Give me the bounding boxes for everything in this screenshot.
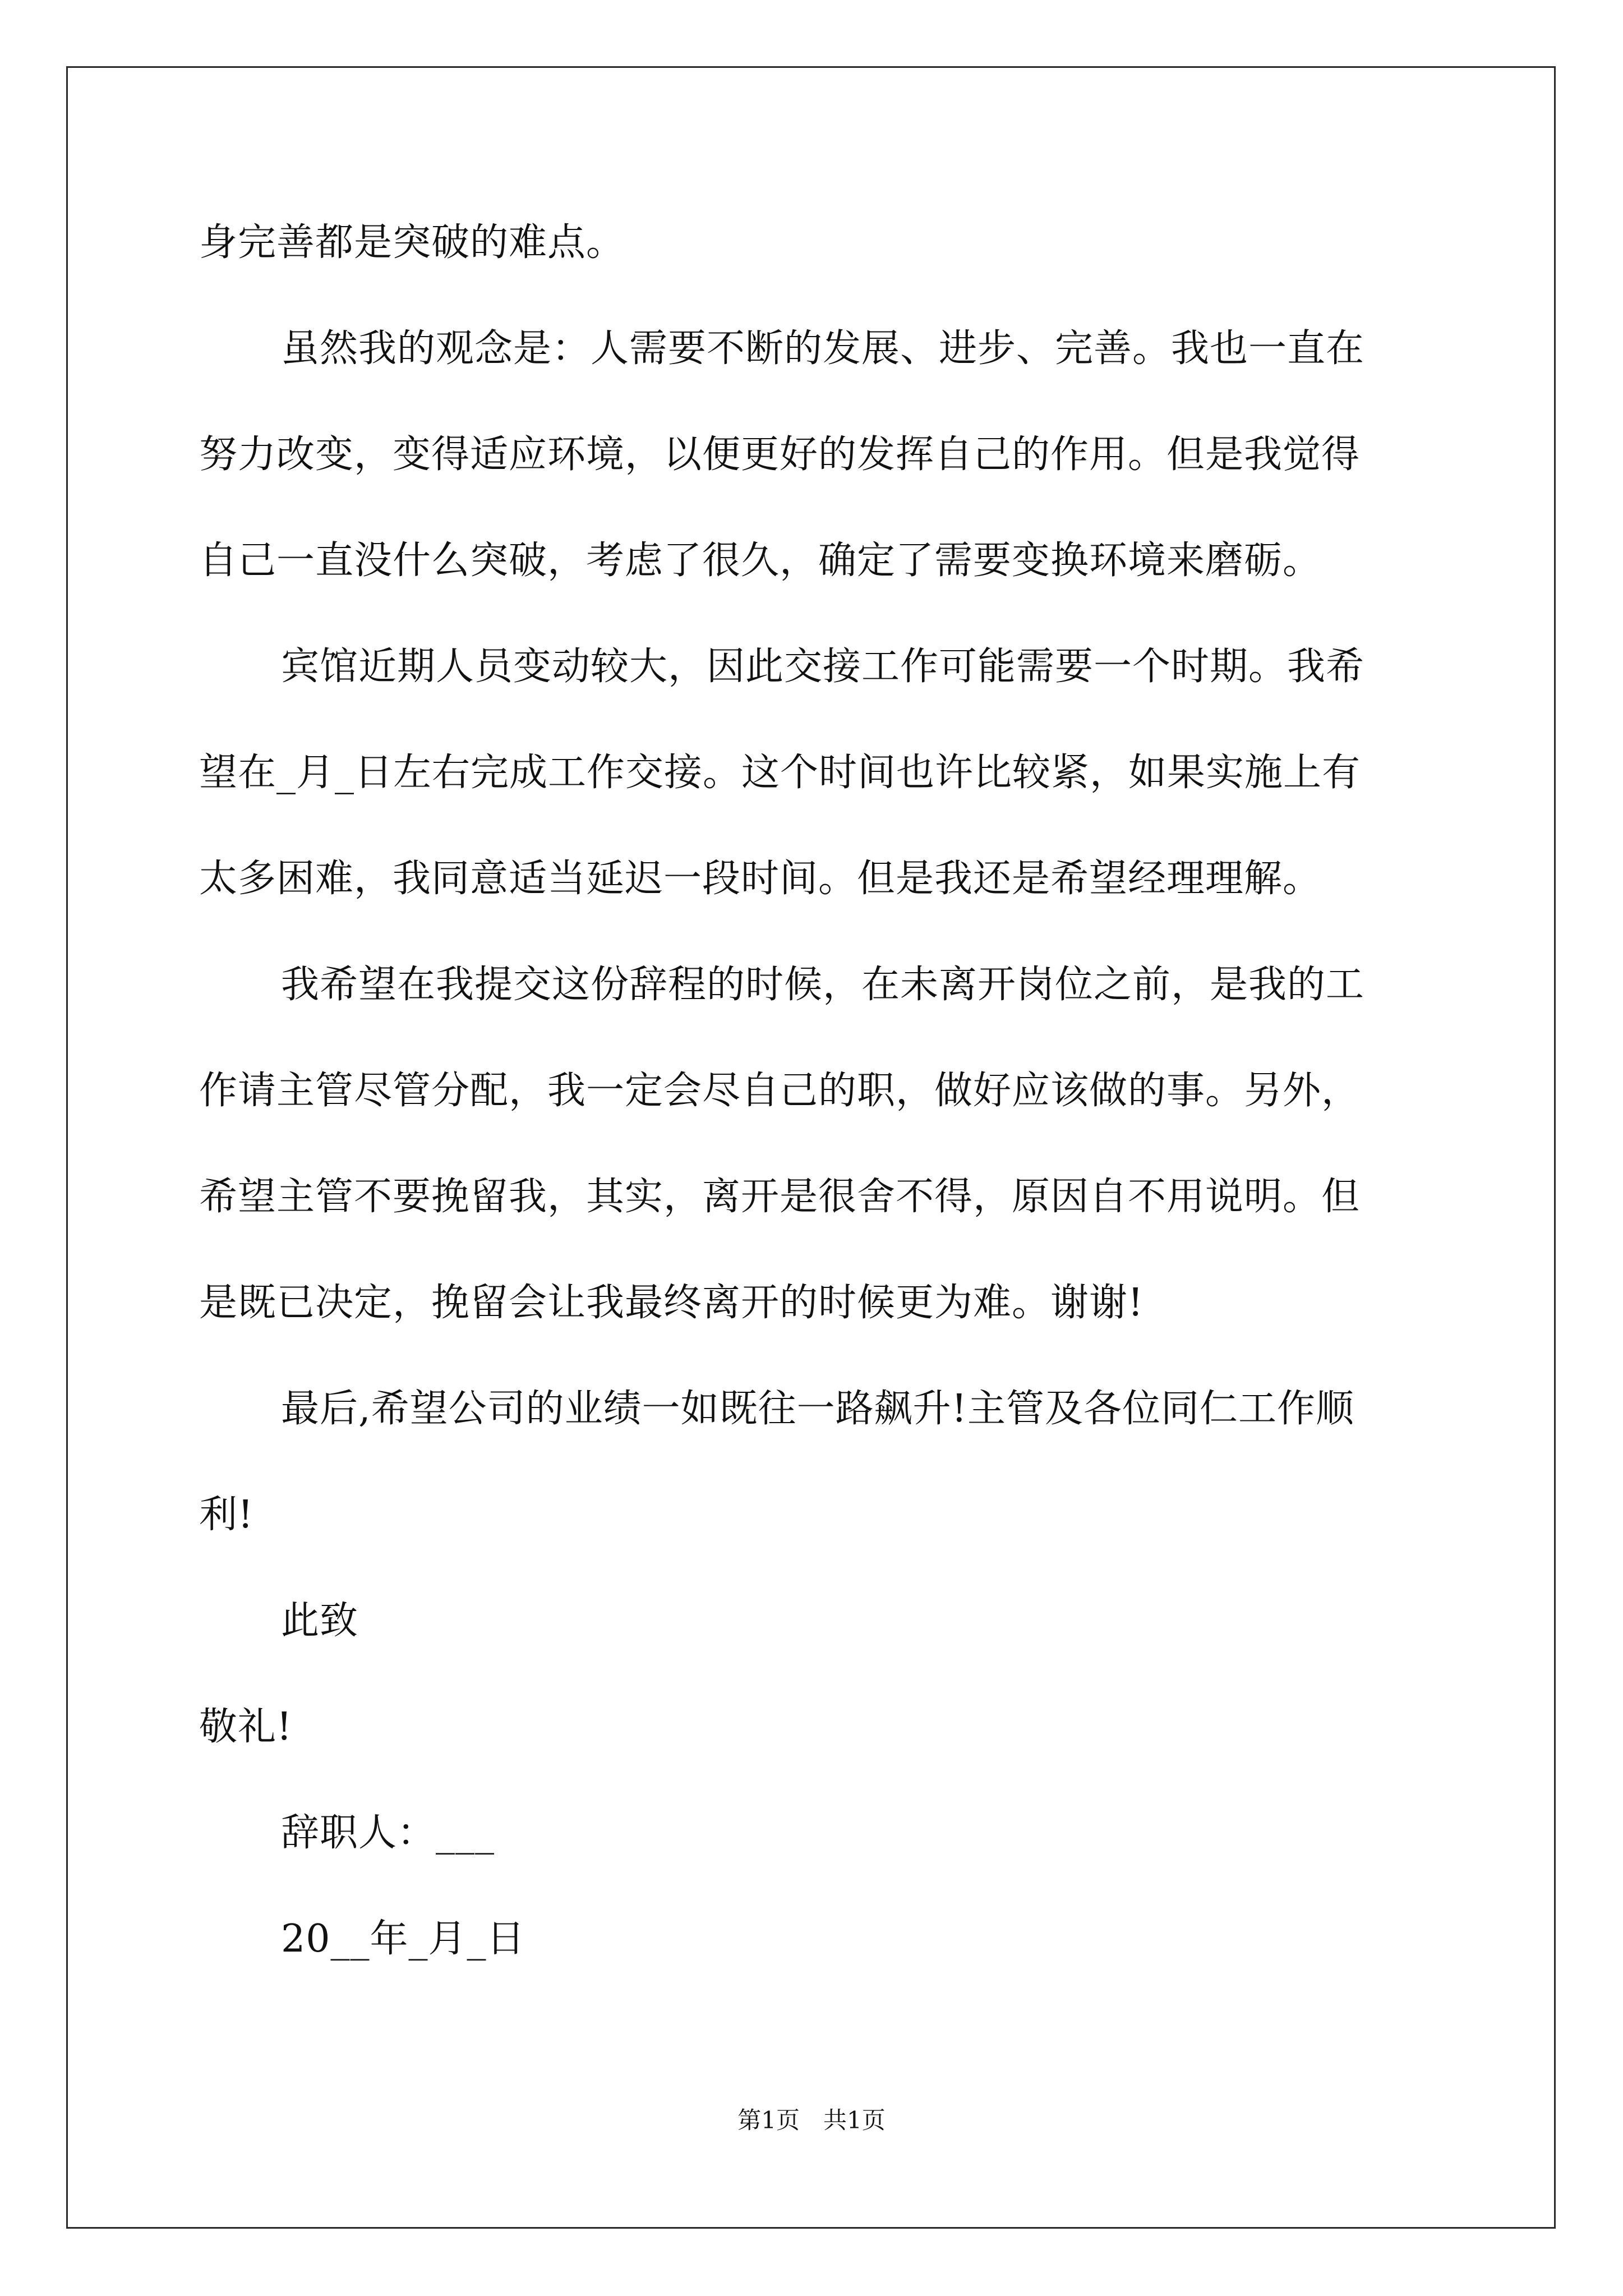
signature-line: 辞职人：___ — [281, 1811, 495, 1855]
text-line: 最后,希望公司的业绩一如既往一路飙升!主管及各位同仁工作顺 — [281, 1387, 1354, 1431]
text-line: 希望主管不要挽留我，其实，离开是很舍不得，原因自不用说明。但 — [199, 1175, 1361, 1219]
closing-regards: 敬礼! — [199, 1705, 293, 1749]
text-line: 我希望在我提交这份辞程的时候，在未离开岗位之前，是我的工 — [281, 963, 1365, 1007]
text-line: 太多困难，我同意适当延迟一段时间。但是我还是希望经理理解。 — [199, 857, 1322, 901]
page-number-footer: 第1页 共1页 — [737, 2106, 886, 2134]
closing-salutation: 此致 — [281, 1599, 359, 1643]
text-line: 作请主管尽管分配，我一定会尽自己的职，做好应该做的事。另外， — [199, 1069, 1361, 1113]
text-line: 努力改变，变得适应环境，以便更好的发挥自己的作用。但是我觉得 — [199, 432, 1361, 477]
text-line: 宾馆近期人员变动较大，因此交接工作可能需要一个时期。我希 — [281, 645, 1365, 689]
text-line: 是既已决定，挽留会让我最终离开的时候更为难。谢谢! — [199, 1281, 1144, 1325]
text-line: 利! — [199, 1493, 254, 1537]
text-line: 虽然我的观念是：人需要不断的发展、进步、完善。我也一直在 — [281, 326, 1365, 371]
date-line: 20__年_月_日 — [281, 1917, 525, 1961]
page-border — [66, 66, 1556, 2229]
text-line: 身完善都是突破的难点。 — [199, 220, 625, 265]
text-line: 自己一直没什么突破，考虑了很久，确定了需要变换环境来磨砺。 — [199, 539, 1322, 583]
text-line: 望在_月_日左右完成工作交接。这个时间也许比较紧，如果实施上有 — [199, 751, 1361, 795]
